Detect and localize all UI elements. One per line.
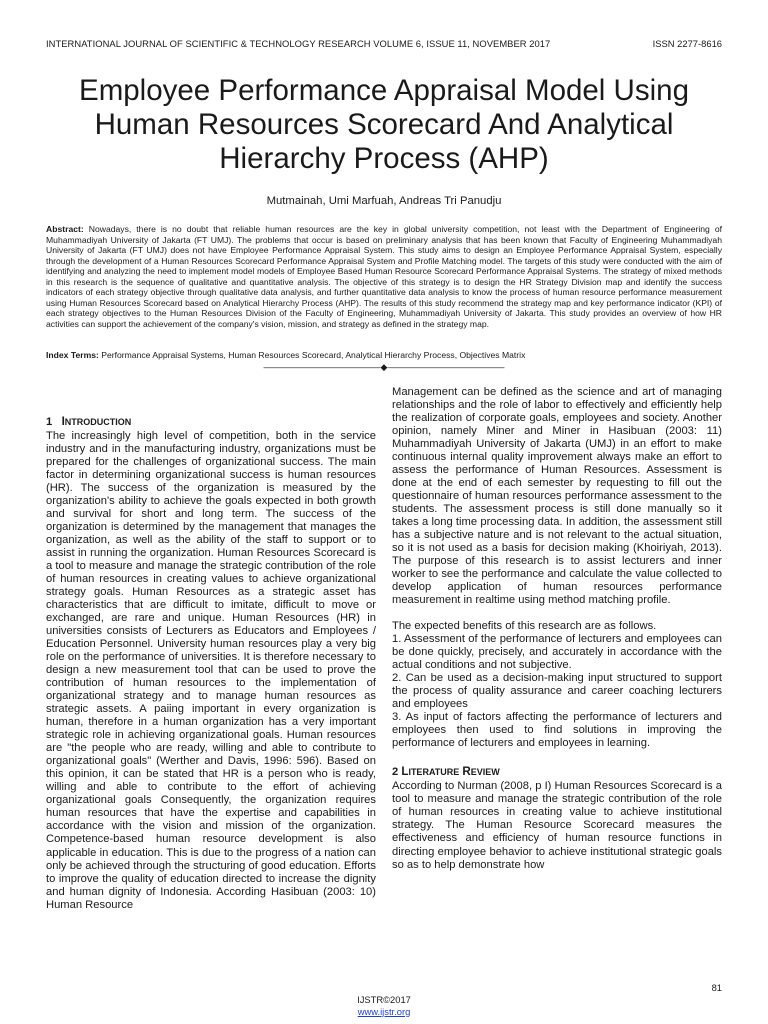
section-2-title-initial-2: R [462, 765, 471, 779]
section-2-title-initial-1: L [401, 765, 409, 779]
page-footer [0, 994, 768, 1017]
section-1-number: 1 [46, 416, 53, 428]
intro-continuation-paragraph: Management can be defined as the science and art of managing relationships and the role of labor to effectively and efficiently help the realization of corporate goals, employees and society. Another opinion, namely Miner and Miner in Hasibuan (2003: 11) Muhammadiyah University of Jakarta (UMJ) in an effort to make continuous internal quality improvement always make an effort to assess the performance of Human Resources. Assessment is done at the end of each semester by requesting to fill out the questionnaire of human resources performance assessment to the students. The assessment process is still done manually so it takes a long time processing data. In addition, the assessment still has a subjective nature and is not relevant to the actual situation, so it is not used as a basis for decision making (Khoiriyah, 2013). The purpose of this research is to assist lecturers and inner worker to see the performance and calculate the value collected to develop application of human resources performance measurement in realtime using method matching profile. [392, 386, 722, 607]
index-terms [46, 350, 722, 361]
title-line-2: Human Resources Scorecard And Analytical [94, 108, 674, 141]
index-terms-text: Performance Appraisal Systems, Human Resources Scorecard, Analytical Hierarchy Process, Objectives Matrix [101, 350, 526, 360]
title-line-3: Hierarchy Process (AHP) [219, 142, 549, 175]
author-list: Mutmainah, Umi Marfuah, Andreas Tri Panudju [266, 195, 502, 207]
abstract-text: Nowadays, there is no doubt that reliable human resources are the key in global university competition, not least with the Department of Engineering of Muhammadiyah University of Jakarta (FT UMJ). The problems that occur is based on preliminary analysis that has been known that Faculty of Engineering Muhammadiyah University of Jakarta (FT UMJ) does not have Employee Performance Appraisal System. This study aims to design an Employee Performance Appraisal System, especially through the development of a Human Resources Scorecard Performance Appraisal System and Profile Matching model. The targets of this study were conducted with the aim of identifying and analyzing the need to implement model models of Employee Based Human Resource Scorecard Performance Appraisal Systems. The strategy of mixed methods in this research is the sequence of qualitative and quantitative analysis. The objective of this strategy is to design the HR Strategy Division map and identify the success indicators of each strategy objective through qualitative data analysis, and further quantitative data analysis to know the process of human resource performance measurement using Human Resources Scorecard based on Analytical Hierarchy Process (AHP). The results of this study recommend the strategy map and key performance indicator (KPI) of each strategy objectives to the Human Resources Division of the Faculty of Engineering, Muhammadiyah University of Jakarta. This study provides an overview of how HR activities can support the achievement of the company's vision, mission, and strategy as defined in the strategy map. [46, 224, 723, 329]
benefits-intro: The expected benefits of this research are as follows. [392, 620, 657, 633]
journal-website-link[interactable]: www.ijstr.org [357, 1005, 411, 1017]
journal-header: INTERNATIONAL JOURNAL OF SCIENTIFIC & TECHNOLOGY RESEARCH VOLUME 6, ISSUE 11, NOVEMBER 2017 [46, 38, 551, 49]
section-1-title-rest: NTRODUCTION [64, 417, 132, 427]
copyright-notice: IJSTR©2017 [357, 994, 411, 1005]
section-2-heading [392, 765, 722, 779]
benefit-item-2: 2. Can be used as a decision-making input structured to support the process of quality assurance and career coaching lecturers and employees [392, 672, 722, 711]
section-1-paragraph: The increasingly high level of competition, both in the service industry and in the manufacturing industry, organizations must be prepared for the challenges of organizational success. The main factor in determining organizational success is human resources (HR). The success of the organization is measured by the organization's ability to achieve the goals expected in both growth and survival for short and long term. The success of the organization is determined by the management that manages the organization, as well as the ability of the staff to support or to assist in running the organization. Human Resources Scorecard is a tool to measure and manage the strategic contribution of the role of human resources in creating values to achieve organizational strategy goals. Human Resources as a strategic asset has characteristics that are difficult to imitate, difficult to move or exchanged, are rare and unique. Human Resources (HR) in universities consists of Lecturers as Educators and Employees / Education Personnel. University human resources play a very big role on the performance of universities. It is therefore necessary to design a new measurement tool that can be used to prove the contribution of human resources to the implementation of organizational strategy and to manage human resources as strategic assets. A paiing important in every organization is human, therefore in a human organization has a very important strategic role in achieving organizational goals. Human resources are "the people who are ready, willing and able to contribute to organizational goals" (Werther and Davis, 1996: 596). Based on this opinion, it can be stated that HR is a person who is ready, willing and able to contribute to the effort of achieving organizational goals Consequently, the organization requires human resources that have the expertise and capabilities in accordance with the vision and mission of the organization. Competence-based human resource development is also applicable in education. This is due to the progress of a nation can only be achieved through the structuring of good education. Efforts to improve the quality of education directed to increase the dignity and human dignity of Indonesia. According Hasibuan (2003: 10) Human Resource [46, 430, 376, 911]
index-terms-label: Index Terms: [46, 350, 99, 360]
section-2-title-rest-1: ITERATURE [408, 767, 460, 778]
issn-label: ISSN 2277-8616 [652, 38, 722, 49]
page-number: 81 [711, 982, 722, 993]
section-1-title-initial: I [61, 415, 65, 428]
section-2-number: 2 [392, 766, 399, 779]
section-separator: —————————————◆————————————— [263, 362, 505, 372]
benefit-item-1: 1. Assessment of the performance of lecturers and employees can be done quickly, precisely, and accurately in accordance with the actual conditions and not subjective. [392, 633, 722, 672]
paper-title [40, 74, 728, 176]
section-2-paragraph: According to Nurman (2008, p I) Human Resources Scorecard is a tool to measure and manage the strategic contribution of the role of human resources in creating value to achieve institutional strategy. The Human Resource Scorecard measures the effectiveness and efficiency of human resource functions in directing employee behavior to achieve institutional strategic goals so as to help demonstrate how [392, 780, 722, 871]
right-column [392, 386, 722, 872]
abstract [46, 224, 722, 329]
section-2-title-rest-2: EVIEW [470, 767, 500, 778]
left-column [46, 415, 376, 912]
section-1-heading [46, 415, 376, 429]
abstract-label: Abstract: [46, 224, 84, 234]
benefit-item-3: 3. As input of factors affecting the performance of lecturers and employees then used to find solutions in improving the performance of lecturers and employees in learning. [392, 711, 722, 750]
title-line-1: Employee Performance Appraisal Model Using [79, 74, 689, 107]
